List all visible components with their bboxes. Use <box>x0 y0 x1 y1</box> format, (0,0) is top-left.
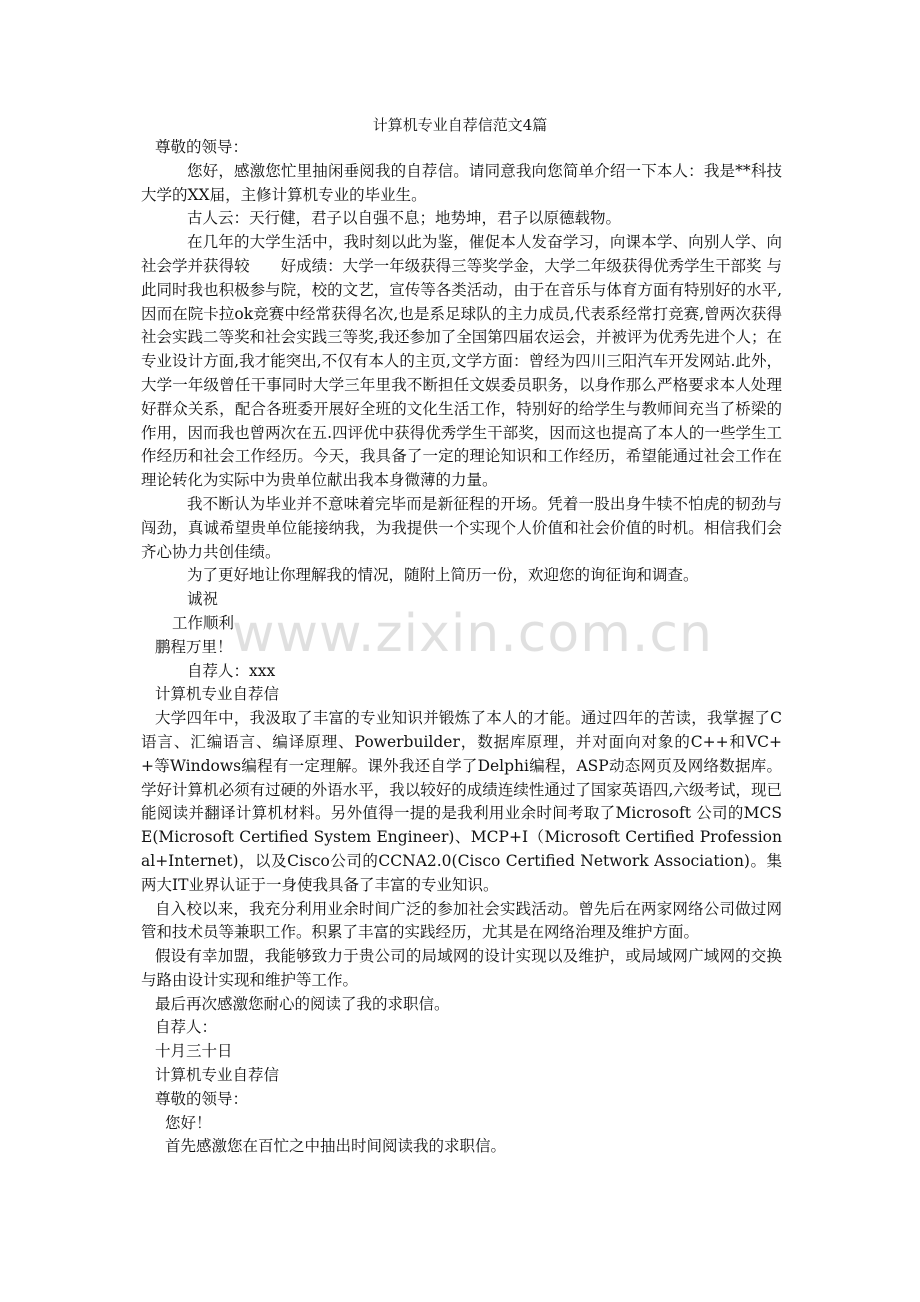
paragraph: 在几年的大学生活中，我时刻以此为鉴，催促本人发奋学习，向课本学、向别人学、向社会学并获得较 好成绩：大学一年级获得三等奖学金，大学二年级获得优秀学生干部奖 与此同时我也积极参与院，校的文艺，宣传等各类活动，由于在音乐与体育方面有特别好的水平,因而在院卡拉ok竞赛中经常获得名次,也是系足球队的主力成员,代表系经常打竞赛,曾两次获得社会实践二等奖和社会实践三等奖,我还参加了全国第四届农运会，并被评为优秀先进个人；在专业设计方面,我才能突出,不仅有本人的主页,文学方面：曾经为四川三阳汽车开发网站.此外，大学一年级曾任干事同时大学三年里我不断担任文娱委员职务，以身作那么严格要求本人处理好群众关系，配合各班委开展好全班的文化生活工作，特别好的给学生与教师间充当了桥梁的作用，因而我也曾两次在五.四评优中获得优秀学生干部奖，因而这也提高了本人的一些学生工作经历和社会工作经历。今天，我具备了一定的理论知识和工作经历，希望能通过社会工作在理论转化为实际中为贵单位献出我本身微薄的力量。 <box>141 233 782 490</box>
paragraph: 最后再次感激您耐心的阅读了我的求职信。 <box>155 994 450 1013</box>
paragraph: 首先感激您在百忙之中抽出时间阅读我的求职信。 <box>165 1137 507 1156</box>
watermark: www.zixin.com.cn <box>232 604 713 664</box>
paragraph: 我不断认为毕业并不意味着完毕而是新征程的开场。凭着一股出身牛犊不怕虎的韧劲与闯劲，真诚希望贵单位能接纳我，为我提供一个实现个人价值和社会价值的时机。相信我们会齐心协力共创佳绩。 <box>141 494 782 561</box>
closing-wish: 诚祝 <box>187 590 219 609</box>
greeting: 您好！ <box>165 1113 212 1132</box>
signature: 自荐人： <box>155 1018 218 1037</box>
paragraph: 古人云：天行健，君子以自强不息；地势坤，君子以原德载物。 <box>187 209 622 228</box>
paragraph: 大学四年中，我汲取了丰富的专业知识并锻炼了本人的才能。通过四年的苦读，我掌握了C语言、汇编语言、编译原理、Powerbuilder，数据库原理，并对面向对象的C++和VC++等Windows编程有一定理解。课外我还自学了Delphi编程，ASP动态网页及网络数据库。学好计算机必须有过硬的外语水平，我以较好的成绩连续性通过了国家英语四,六级考试，现已能阅读并翻译计算机材料。另外值得一提的是我利用业余时间考取了Microsoft 公司的MCSE(Microsoft Certified System Engineer)、MCP+I（Microsoft Certified Professional+Internet)，以及Cisco公司的CCNA2.0(Cisco Certified Network Association)。集两大IT业界认证于一身使我具备了丰富的专业知识。 <box>141 709 782 894</box>
paragraph: 您好，感激您忙里抽闲垂阅我的自荐信。请同意我向您简单介绍一下本人：我是**科技大学的XX届，主修计算机专业的毕业生。 <box>141 161 782 204</box>
signature: 自荐人：xxx <box>187 661 276 680</box>
section-heading: 计算机专业自荐信 <box>155 1066 280 1085</box>
section-heading: 计算机专业自荐信 <box>155 685 280 704</box>
paragraph: 自入校以来，我充分利用业余时间广泛的参加社会实践活动。曾先后在两家网络公司做过网管和技术员等兼职工作。积累了丰富的实践经历，尤其是在网络治理及维护方面。 <box>141 899 782 942</box>
paragraph: 为了更好地让你理解我的情况，随附上简历一份，欢迎您的询征询和调查。 <box>187 566 699 585</box>
document-title: 计算机专业自荐信范文4篇 <box>372 116 548 134</box>
date: 十月三十日 <box>155 1042 233 1061</box>
closing-wish: 鹏程万里！ <box>155 637 233 656</box>
salutation: 尊敬的领导： <box>155 1089 249 1108</box>
closing-wish: 工作顺利 <box>172 613 235 632</box>
document-body <box>141 136 782 1159</box>
salutation: 尊敬的领导： <box>155 138 249 156</box>
paragraph: 假设有幸加盟，我能够致力于贵公司的局域网的设计实现以及维护，或局域网广域网的交换与路由设计实现和维护等工作。 <box>141 947 782 989</box>
